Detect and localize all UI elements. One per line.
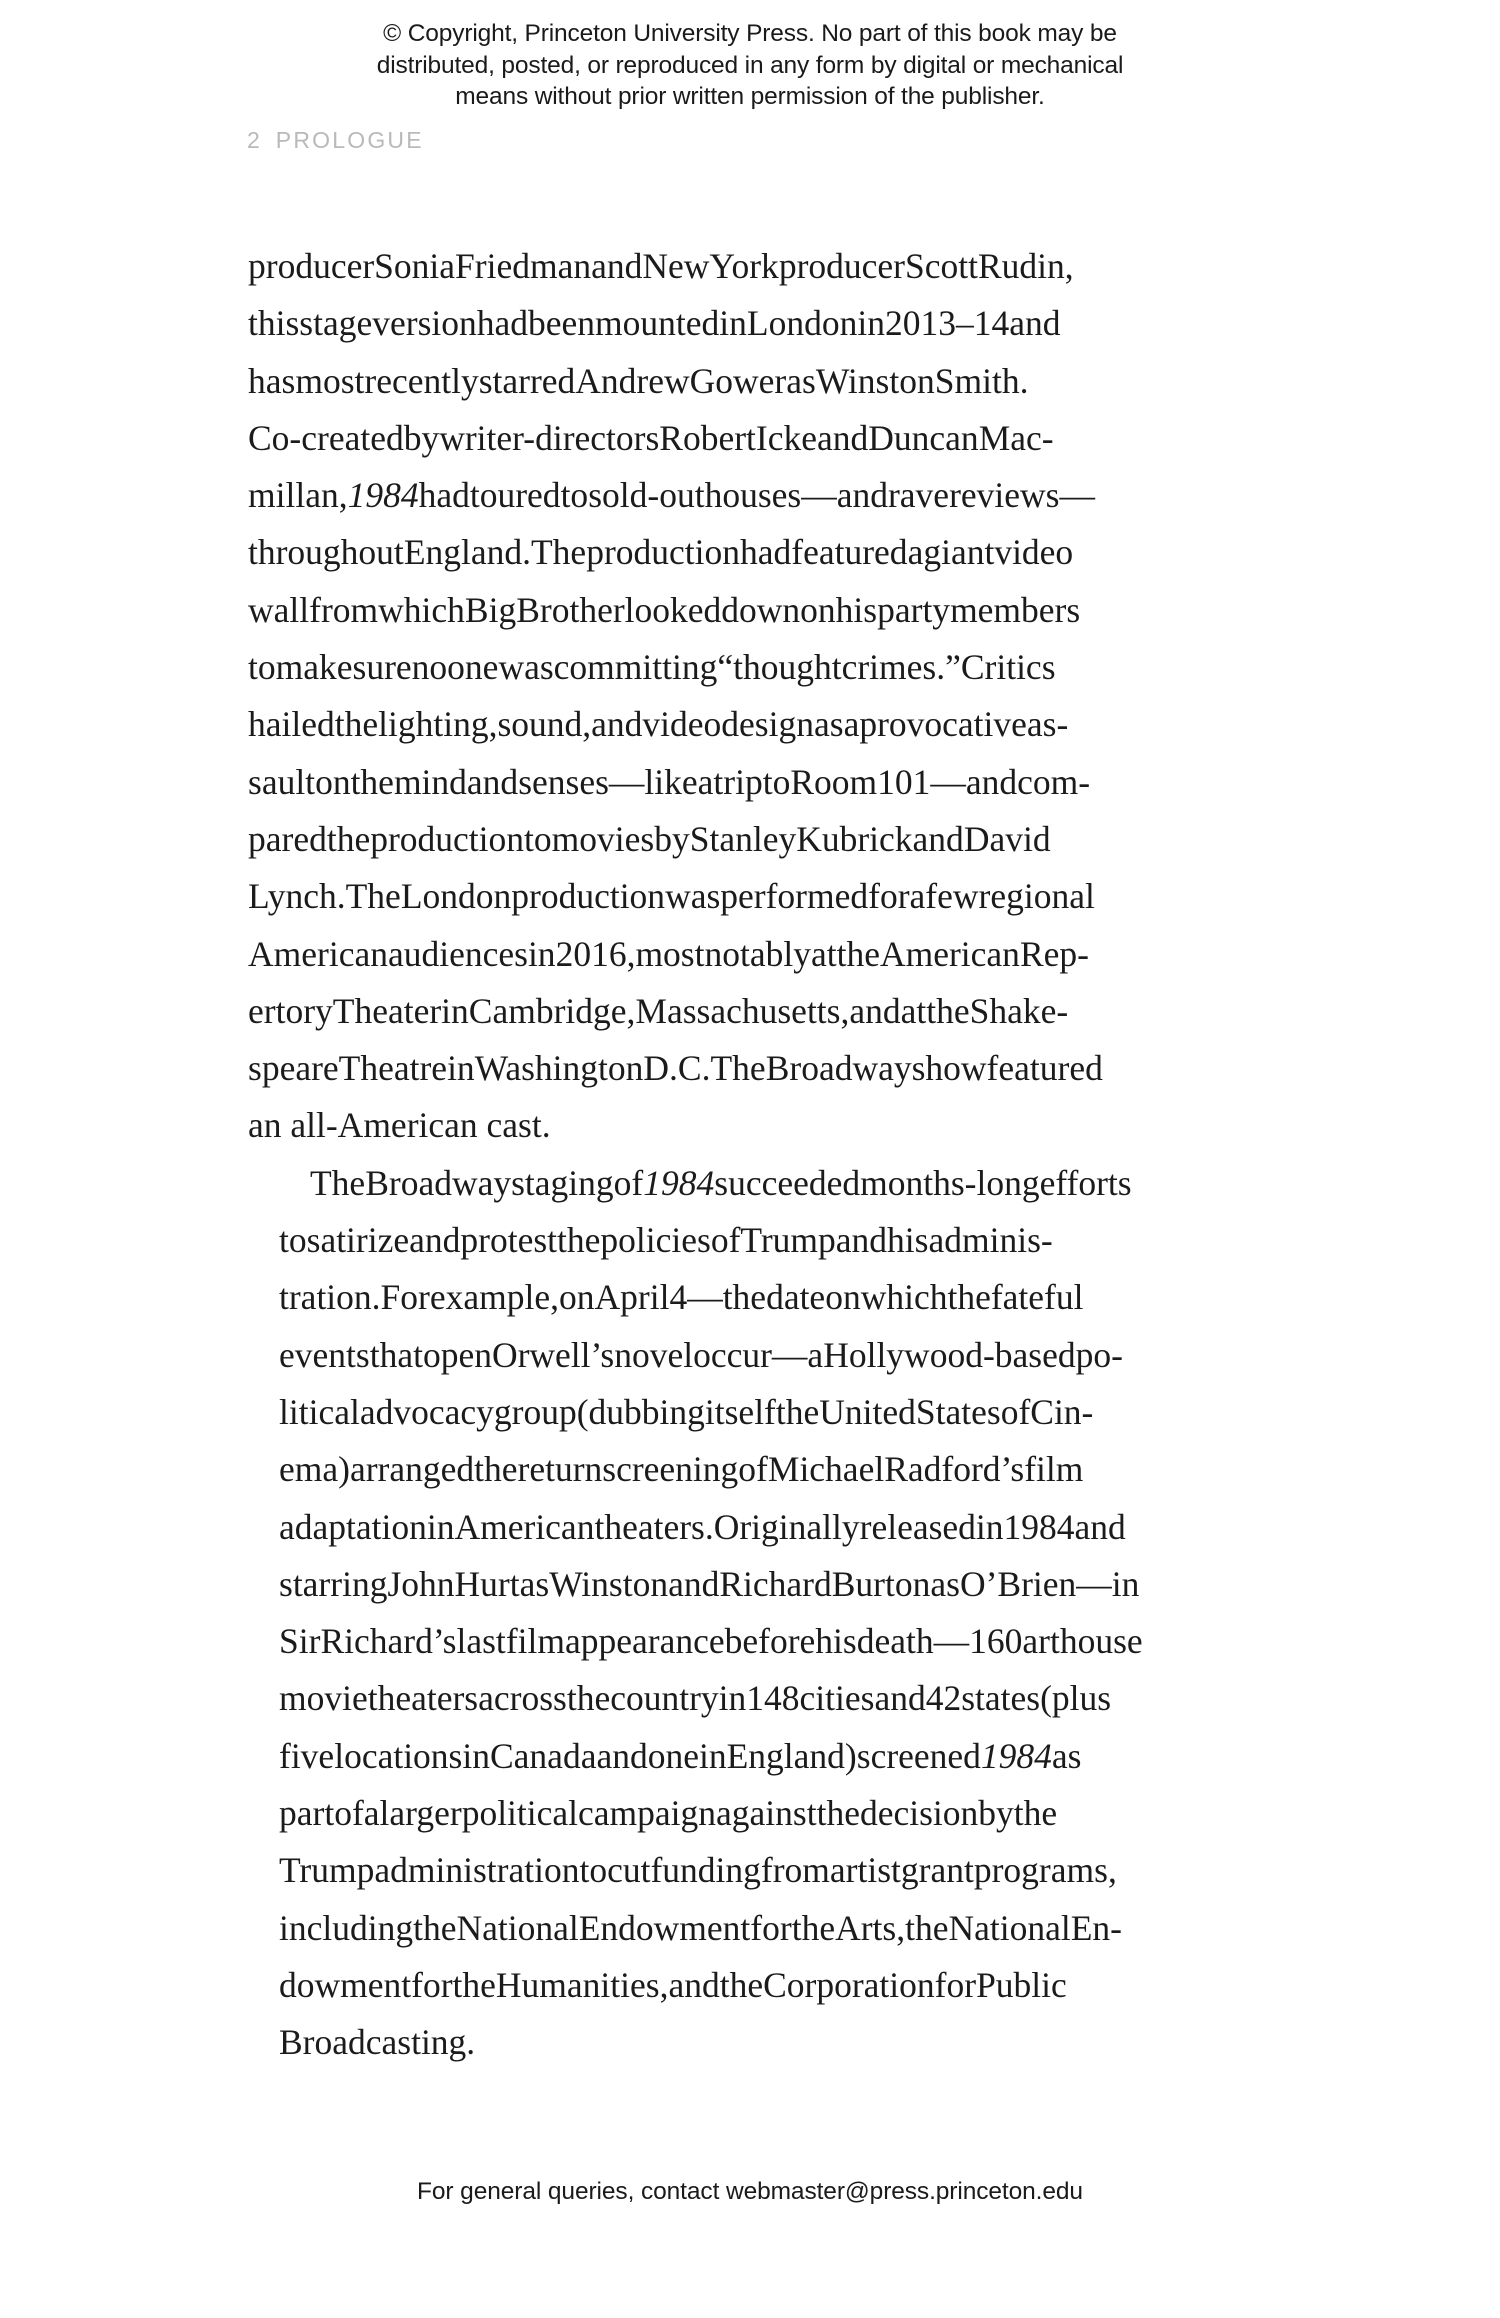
text-line: SirRichard’slastfilmappearancebeforehisdeath—160arthouse — [279, 1621, 1143, 1662]
text-line: paredtheproductiontomoviesbyStanleyKubrickandDavid — [248, 818, 1051, 859]
text-line: adaptationinAmericantheaters.Originallyreleasedin1984and — [279, 1506, 1126, 1547]
text-line: tosatirizeandprotestthepoliciesofTrumpandhisadminis- — [279, 1220, 1053, 1261]
text-line: movietheatersacrossthecountryin148citiesand42states(plus — [279, 1678, 1112, 1719]
text-line: speareTheatreinWashingtonD.C.TheBroadwayshowfeatured — [248, 1048, 1103, 1089]
text-line: tration.Forexample,onApril4—thedateonwhichthefateful — [279, 1277, 1084, 1318]
text-line: eventsthatopenOrwell’snoveloccur—aHollywood-basedpo- — [279, 1334, 1123, 1375]
running-head-title: PROLOGUE — [275, 127, 424, 153]
text-line: Broadcasting. — [279, 2022, 476, 2063]
text-line: Lynch.TheLondonproductionwasperformedforafewregional — [248, 876, 1095, 917]
text-line: partofalargerpoliticalcampaignagainstthedecisionbythe — [279, 1793, 1058, 1834]
text-line: ertoryTheaterinCambridge,Massachusetts,andattheShake- — [248, 990, 1069, 1031]
text-line: dowmentfortheHumanities,andtheCorporationforPublic — [279, 1964, 1067, 2005]
text-line: Co-createdbywriter-directorsRobertIckeandDuncanMac- — [248, 417, 1054, 458]
text-line: starringJohnHurtasWinstonandRichardBurtonasO’Brien—in — [279, 1563, 1140, 1604]
text-line: ema)arrangedthereturnscreeningofMichaelRadford’sfilm — [279, 1449, 1084, 1490]
paragraph-2 — [248, 1155, 1320, 2072]
text-line: Americanaudiencesin2016,mostnotablyattheAmericanRep- — [248, 933, 1089, 974]
text-line: saultonthemindandsenses—likeatriptoRoom101—andcom- — [248, 761, 1091, 802]
italic-title: 1984 — [347, 475, 419, 516]
copyright-watermark-line: distributed, posted, or reproduced in any form by digital or mechanical — [376, 51, 1124, 79]
text-line: throughoutEngland.Theproductionhadfeaturedagiantvideo — [248, 532, 1074, 573]
text-line: includingtheNationalEndowmentfortheArts,theNationalEn- — [279, 1907, 1122, 1948]
text-line: hasmostrecentlystarredAndrewGowerasWinstonSmith. — [248, 360, 1029, 401]
text-line: liticaladvocacygroup(dubbingitselftheUnitedStatesofCin- — [279, 1391, 1094, 1432]
copyright-watermark-line: © Copyright, Princeton University Press. No part of this book may be — [383, 20, 1117, 47]
body-text-block — [248, 238, 1320, 2072]
text-line: producerSoniaFriedmanandNewYorkproducerScottRudin, — [248, 246, 1074, 286]
italic-title: 1984 — [980, 1735, 1052, 1776]
text-line: tomakesurenoonewascommitting“thoughtcrimes.”Critics — [248, 647, 1056, 688]
paragraph-1 — [248, 238, 1320, 1155]
italic-title: 1984 — [643, 1162, 715, 1203]
text-line: thisstageversionhadbeenmountedinLondonin2013–14and — [248, 303, 1061, 344]
text-line: millan,1984hadtouredtosold-outhouses—andravereviews— — [248, 475, 1095, 516]
copyright-watermark-line: means without prior written permission of the publisher. — [455, 83, 1045, 110]
footer-contact-note: For general queries, contact webmaster@press.princeton.edu — [417, 2178, 1083, 2205]
text-line: hailedthelighting,sound,andvideodesignasaprovocativeas- — [248, 704, 1069, 745]
text-line: an all-American cast. — [248, 1105, 551, 1146]
running-head — [247, 127, 424, 154]
copyright-watermark — [0, 18, 1500, 113]
page-number: 2 — [247, 127, 260, 153]
text-line: TheBroadwaystagingof1984succeededmonths-longefforts — [310, 1162, 1132, 1203]
text-line: fivelocationsinCanadaandoneinEngland)screened1984as — [279, 1735, 1082, 1776]
text-line: wallfromwhichBigBrotherlookeddownonhispartymembers — [248, 589, 1081, 630]
text-line: Trumpadministrationtocutfundingfromartistgrantprograms, — [279, 1850, 1117, 1891]
